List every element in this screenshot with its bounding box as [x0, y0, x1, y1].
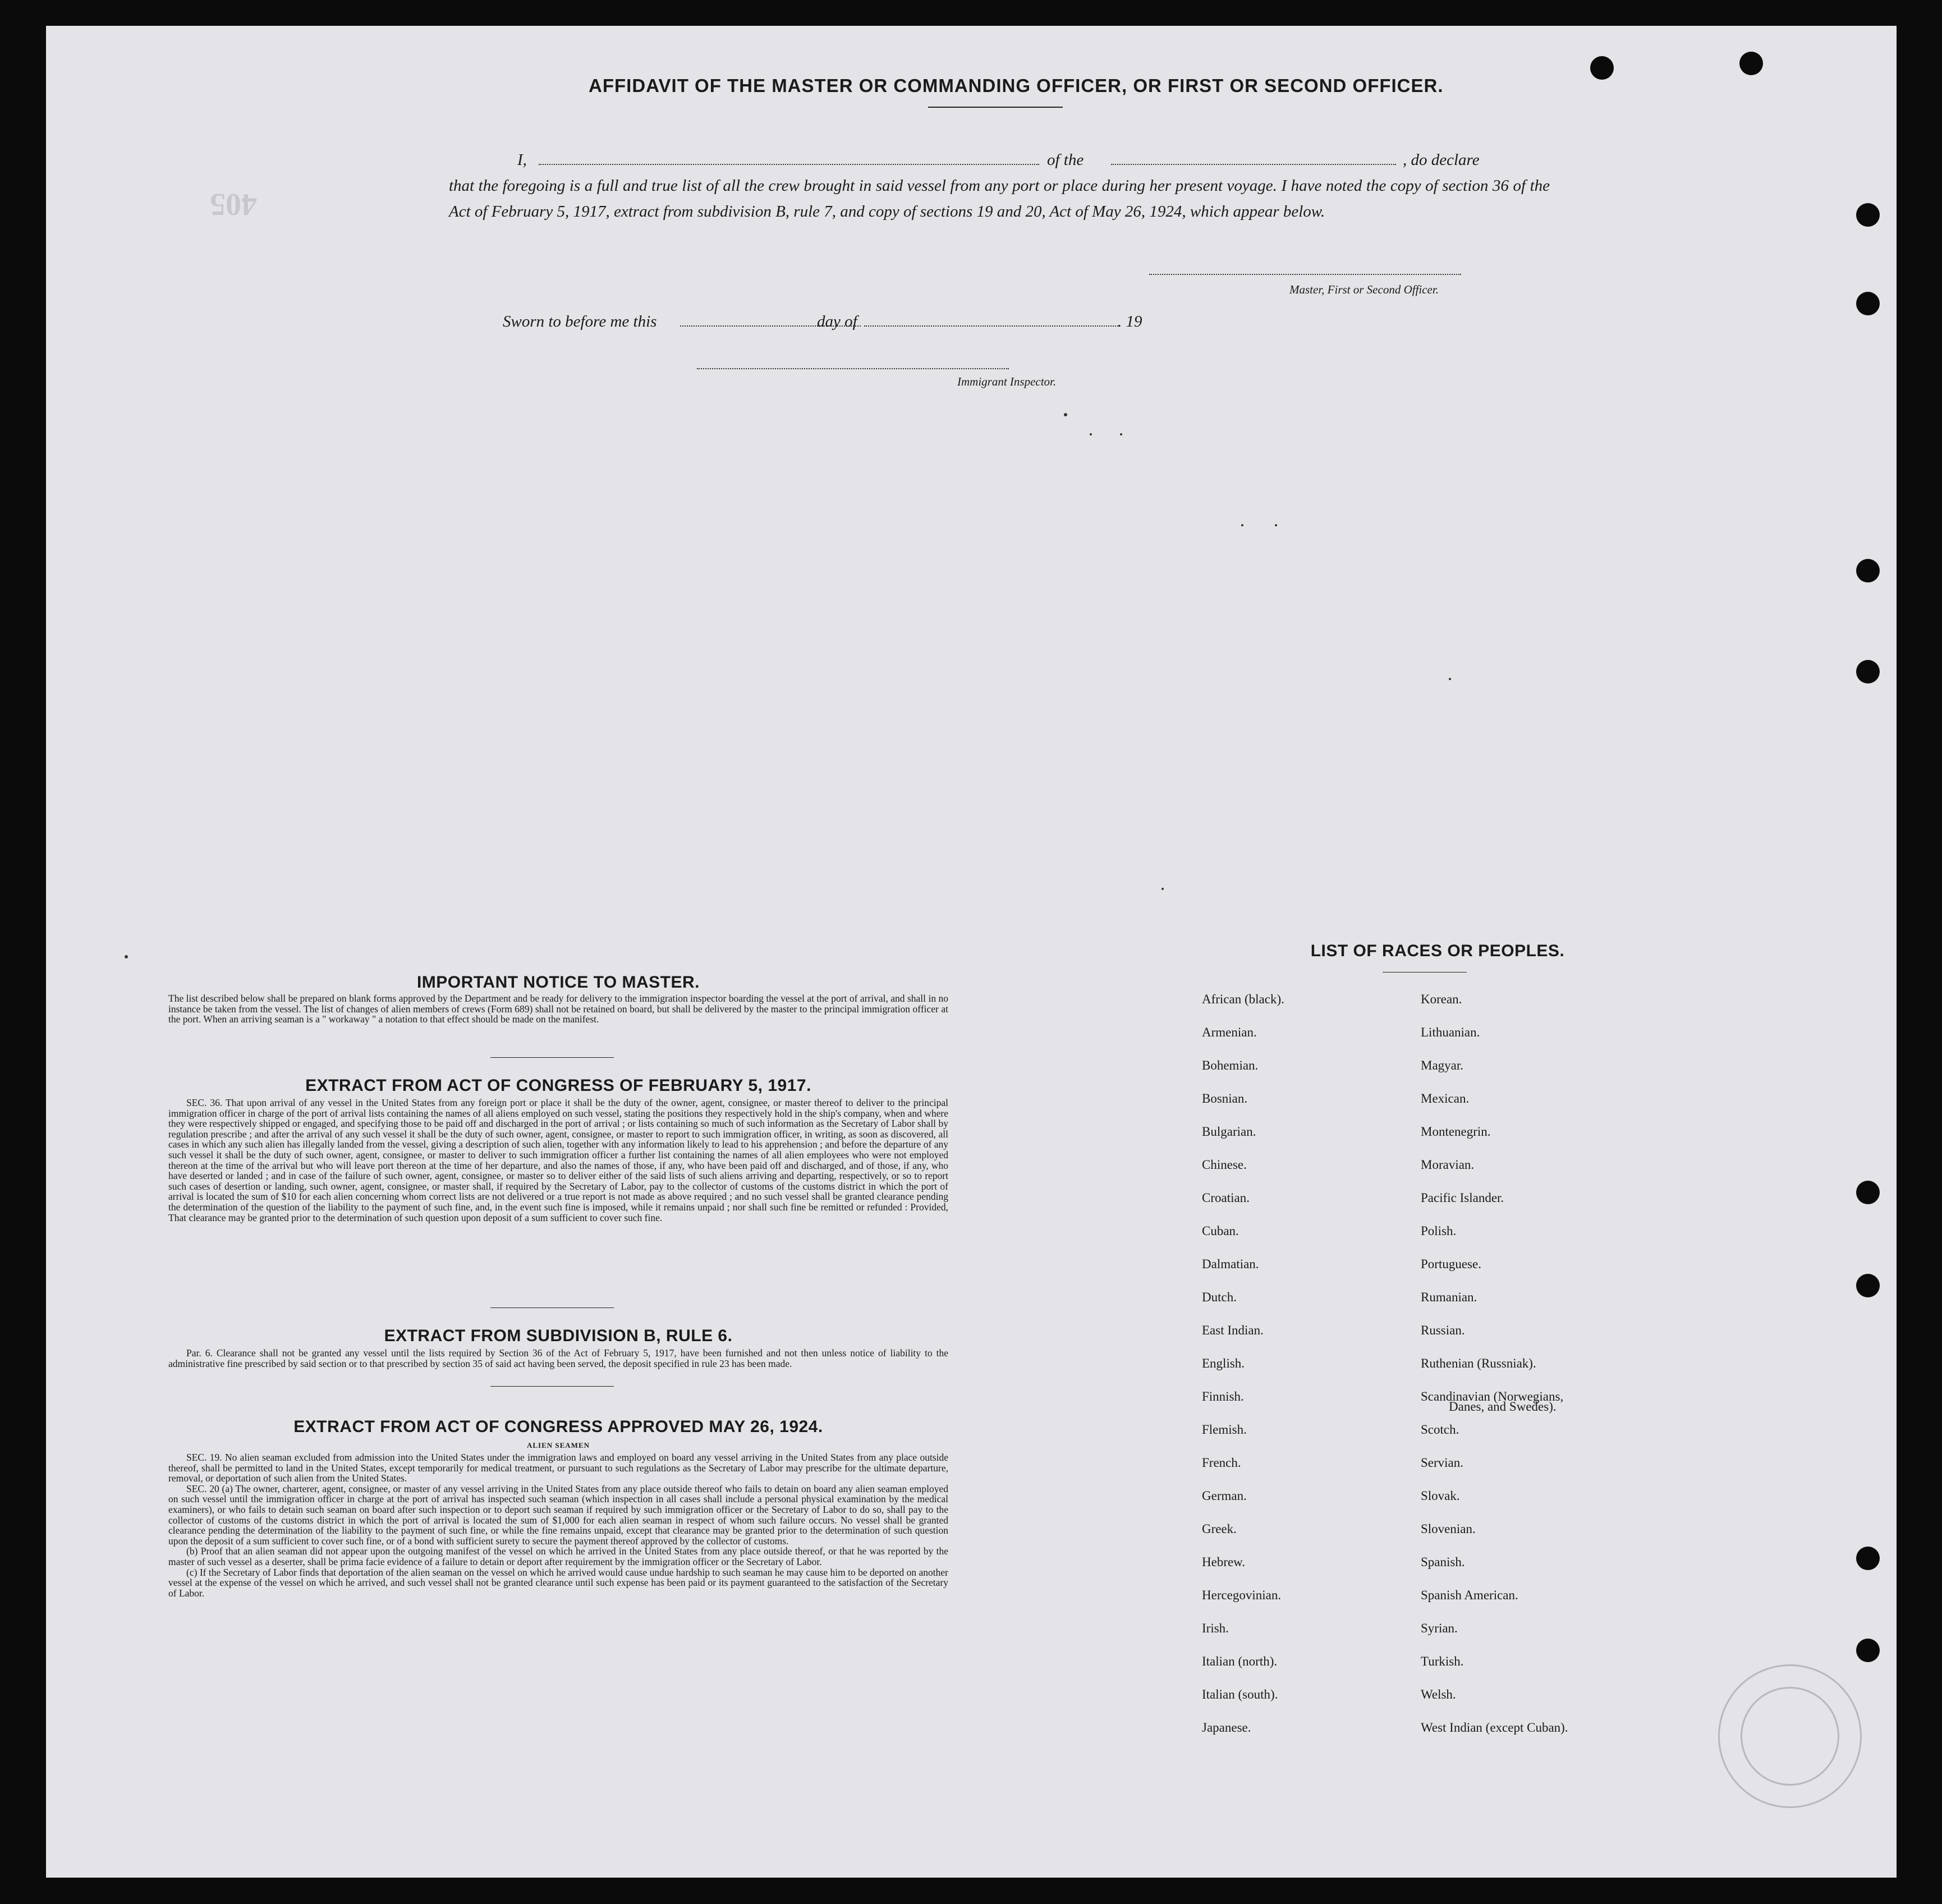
race-item-9: Dalmatian. [1202, 1257, 1259, 1271]
race-item-6: Moravian. [1421, 1158, 1475, 1172]
rule6-heading: EXTRACT FROM SUBDIVISION B, RULE 6. [384, 1327, 733, 1345]
race-item-8: Polish. [1421, 1224, 1457, 1238]
race-item-15: Servian. [1421, 1456, 1464, 1470]
affidavit-title: AFFIDAVIT OF THE MASTER OR COMMANDING OFFICER, OR FIRST OR SECOND OFFICER. [589, 75, 1444, 96]
race-item-22: Italian (south). [1202, 1687, 1278, 1701]
race-item-16: German. [1202, 1489, 1247, 1503]
race-item-6: Chinese. [1202, 1158, 1247, 1172]
section-20c-paragraph: (c) If the Secretary of Labor finds that deportation of the alien seaman on the vessel on which he arrived would cause undue hardship to such seaman he may cause him to be deported on another vessel at the expense of the vessel on which he arrived, and such vessel shall not be granted clearance until such expense has been paid or its payment guaranteed to the satisfaction of the Secretary of Labor. [168, 1566, 948, 1599]
punch-hole [1856, 292, 1880, 315]
speck [1275, 524, 1277, 526]
declaration-text: that the foregoing is a full and true list of all the crew brought in said vessel from any port or place during her present voyage. I have noted the copy of section 36 of the Act of February 5, 1917, extract from subdivision B, rule 7, and copy of sections 19 and 20, Act of May 26, 1924, which appear below. [449, 177, 1550, 221]
race-item-10: Rumanian. [1421, 1290, 1477, 1304]
race-item-19: Hercegovinian. [1202, 1588, 1282, 1602]
punch-hole [1856, 1181, 1880, 1204]
race-item-4: Bosnian. [1202, 1091, 1248, 1105]
race-item-23: West Indian (except Cuban). [1421, 1721, 1568, 1735]
race-item-16: Slovak. [1421, 1489, 1460, 1503]
archival-stamp-inner [1741, 1687, 1839, 1786]
punch-hole [1856, 1547, 1880, 1570]
race-item-20: Irish. [1202, 1621, 1229, 1635]
race-item-22: Welsh. [1421, 1687, 1456, 1701]
race-item-17: Slovenian. [1421, 1522, 1476, 1536]
divider-3 [490, 1386, 614, 1387]
speck [1064, 413, 1067, 416]
speck [1161, 888, 1164, 890]
race-item-14: Flemish. [1202, 1423, 1247, 1437]
extract-1924-heading: EXTRACT FROM ACT OF CONGRESS APPROVED MAY 26, 1924. [293, 1417, 823, 1436]
race-item-2: Lithuanian. [1421, 1025, 1480, 1039]
race-item-5: Bulgarian. [1202, 1125, 1256, 1139]
rule6-text: Par. 6. Clearance shall not be granted any vessel until the lists required by Section 36 of the Act of February 5, 1917, have been furnished and not then unless notice of liability to the administrative fine prescribed by said section or to that prescribed by section 35 of said act having been served, the deposit specified in rule 23 has been made. [168, 1347, 948, 1369]
race-item-17: Greek. [1202, 1522, 1237, 1536]
race-item-11: Russian. [1421, 1323, 1465, 1337]
of-the-label: of the [1047, 151, 1084, 169]
race-item-1: African (black). [1202, 992, 1284, 1006]
extract-1917-heading: EXTRACT FROM ACT OF CONGRESS OF FEBRUARY 5, 1917. [305, 1076, 811, 1095]
punch-hole [1856, 660, 1880, 683]
race-item-13: Finnish. [1202, 1389, 1244, 1403]
race-scandinavian-continuation: Danes, and Swedes). [1449, 1400, 1557, 1414]
master-name-field[interactable] [539, 164, 1039, 165]
race-item-3: Bohemian. [1202, 1058, 1259, 1072]
punch-hole [1856, 1639, 1880, 1662]
race-item-8: Cuban. [1202, 1224, 1239, 1238]
section-20b-paragraph: (b) Proof that an alien seaman did not appear upon the outgoing manifest of the vessel on which he arrived in the United States from any place outside thereof, or that he was reported by the master of such vessel as a deserter, shall be prima facie evidence of a failure to detain or deport after requirement by the immigration officer or the Secretary of Labor. [168, 1545, 948, 1567]
sworn-month-field[interactable] [864, 325, 1120, 327]
speck [1090, 433, 1092, 435]
master-signature-label: Master, First or Second Officer. [1289, 283, 1439, 296]
race-item-18: Hebrew. [1202, 1555, 1246, 1569]
race-item-21: Turkish. [1421, 1654, 1464, 1668]
extract-1924-body [168, 1452, 948, 1598]
section-19-paragraph: SEC. 19. No alien seaman excluded from admission into the United States under the immigration laws and employed on board any vessel arriving in the United States from any place outside thereof, shall be permitted to land in the United States, except temporarily for medical treatment, or pursuant to such regulations as the Secretary of Labor may prescribe for the ultimate departure, removal, or deportation of such alien from the United States. [168, 1452, 948, 1484]
race-item-12: English. [1202, 1356, 1245, 1370]
notice-text: The list described below shall be prepared on blank forms approved by the Department and be ready for delivery to the immigration inspector boarding the vessel at the port of arrival, and shall in no instance be taken from the vessel. The list of changes of alien members of crews (Form 689) shall not be retained on board, but shall be delivered by the master to the principal immigration officer at the port. When an arriving seaman is a " workaway " a notation to that effect should be made on the manifest. [168, 993, 948, 1025]
race-item-4: Mexican. [1421, 1091, 1470, 1105]
divider-1 [490, 1057, 614, 1058]
alien-seamen-subheading: ALIEN SEAMEN [526, 1441, 590, 1449]
race-item-14: Scotch. [1421, 1423, 1459, 1437]
punch-hole [1856, 1274, 1880, 1297]
sworn-label: Sworn to before me this [503, 313, 657, 331]
declaration-first-line [517, 147, 1550, 173]
speck [1449, 678, 1451, 680]
race-item-1: Korean. [1421, 992, 1462, 1006]
notice-heading: IMPORTANT NOTICE TO MASTER. [416, 973, 700, 992]
punch-hole [1856, 203, 1880, 227]
inspector-label: Immigrant Inspector. [957, 375, 1057, 388]
speck [125, 955, 128, 958]
punch-hole [1739, 52, 1763, 75]
races-heading: LIST OF RACES OR PEOPLES. [1310, 942, 1565, 960]
race-item-15: French. [1202, 1456, 1241, 1470]
race-item-5: Montenegrin. [1421, 1125, 1491, 1139]
inspector-signature-field[interactable] [697, 368, 1009, 369]
title-underline [928, 107, 1063, 108]
vessel-name-field[interactable] [1111, 164, 1396, 165]
form-page [46, 26, 1897, 1878]
race-item-13: Scandinavian (Norwegians, [1421, 1389, 1564, 1403]
speck [1241, 524, 1243, 526]
do-declare-label: , do declare [1403, 151, 1480, 169]
faint-stamp-number: 405 [210, 187, 257, 222]
race-item-9: Portuguese. [1421, 1257, 1481, 1271]
year-label: . 19 [1118, 313, 1142, 331]
race-item-7: Pacific Islander. [1421, 1191, 1504, 1205]
punch-hole [1856, 559, 1880, 582]
race-item-11: East Indian. [1202, 1323, 1264, 1337]
race-item-19: Spanish American. [1421, 1588, 1518, 1602]
i-label: I, [517, 151, 527, 169]
race-item-20: Syrian. [1421, 1621, 1458, 1635]
race-item-3: Magyar. [1421, 1058, 1464, 1072]
master-signature-field[interactable] [1149, 274, 1461, 275]
race-item-18: Spanish. [1421, 1555, 1465, 1569]
race-item-10: Dutch. [1202, 1290, 1237, 1304]
speck [1120, 433, 1122, 435]
race-item-2: Armenian. [1202, 1025, 1257, 1039]
race-item-7: Croatian. [1202, 1191, 1250, 1205]
punch-hole [1590, 56, 1614, 80]
day-of-label: day of [817, 313, 857, 331]
extract-1917-text: SEC. 36. That upon arrival of any vessel in the United States from any foreign port or place it shall be the duty of the owner, agent, consignee, or master thereof to deliver to the principal immigration officer in charge of the port of arrival lists containing the names of all aliens employed on such vessel, stating the positions they respectively hold in the ship's company, when and where they were respectively shipped or engaged, and specifying those to be paid off and discharged in the port of arrival ; or lists containing so much of such information as the Secretary of Labor shall by regulation prescribe ; and after the arrival of any such vessel it shall be the duty of such owner, agent, consignee, or master to report to such immigration officer, in writing, as soon as discovered, all cases in which any such alien has illegally landed from the vessel, giving a description of such alien, together with any information likely to lead to his apprehension ; and before the departure of any such vessel it shall be the duty of such owner, agent, consignee, or master to deliver to such immigration officer a further list containing the names of all alien employees who were not employed thereon at the time of the arrival but who will leave port thereon at the time of her departure, and also the names of those, if any, who have been paid off and discharged, and of those, if any, who have deserted or landed ; and in case of the failure of such owner, agent, consignee, or master so to deliver either of the said lists of such aliens arriving and departing, respectively, or so to report such cases of desertion or landing, such owner, agent, consignee, or master shall, if required by the Secretary of Labor, pay to the collector of customs of the customs district in which the port of arrival is located the sum of $10 for each alien concerning whom correct lists are not delivered or a true report is not made as above required ; and no such vessel shall be granted clearance pending the determination of the question of the liability to the payment of such fine, and, in the event such fine is imposed, while it remains unpaid ; nor shall such fine be remitted or refunded : Provided, That clearance may be granted prior to the determination of such question upon deposit of a sum sufficient to cover such fine. [168, 1097, 948, 1223]
race-item-21: Italian (north). [1202, 1654, 1278, 1668]
race-item-23: Japanese. [1202, 1721, 1251, 1735]
divider-2 [490, 1307, 614, 1308]
section-20a-paragraph: SEC. 20 (a) The owner, charterer, agent, consignee, or master of any vessel arriving in the United States from any place outside thereof who fails to detain on board any alien seaman employed on such vessel until the immigration officer in charge at the port of arrival has inspected such seaman (which inspection in all cases shall include a personal physical examination by the medical examiners), or who fails to detain such seaman on board after such inspection or to deport such seaman if required by such immigration officer or the Secretary of Labor to do so, shall pay to the collector of customs of the customs district in which the port of arrival is located the sum of $1,000 for each alien seaman in respect of whom such failure occurs. No vessel shall be granted clearance pending the determination of the liability to the payment of such fine, or while the fine remains unpaid, except that clearance may be granted prior to the determination of such question upon the deposit of a sum sufficient to cover such fine, or of a bond with sufficient surety to secure the payment thereof approved by the collector of customs. [168, 1483, 948, 1547]
race-item-12: Ruthenian (Russniak). [1421, 1356, 1536, 1370]
